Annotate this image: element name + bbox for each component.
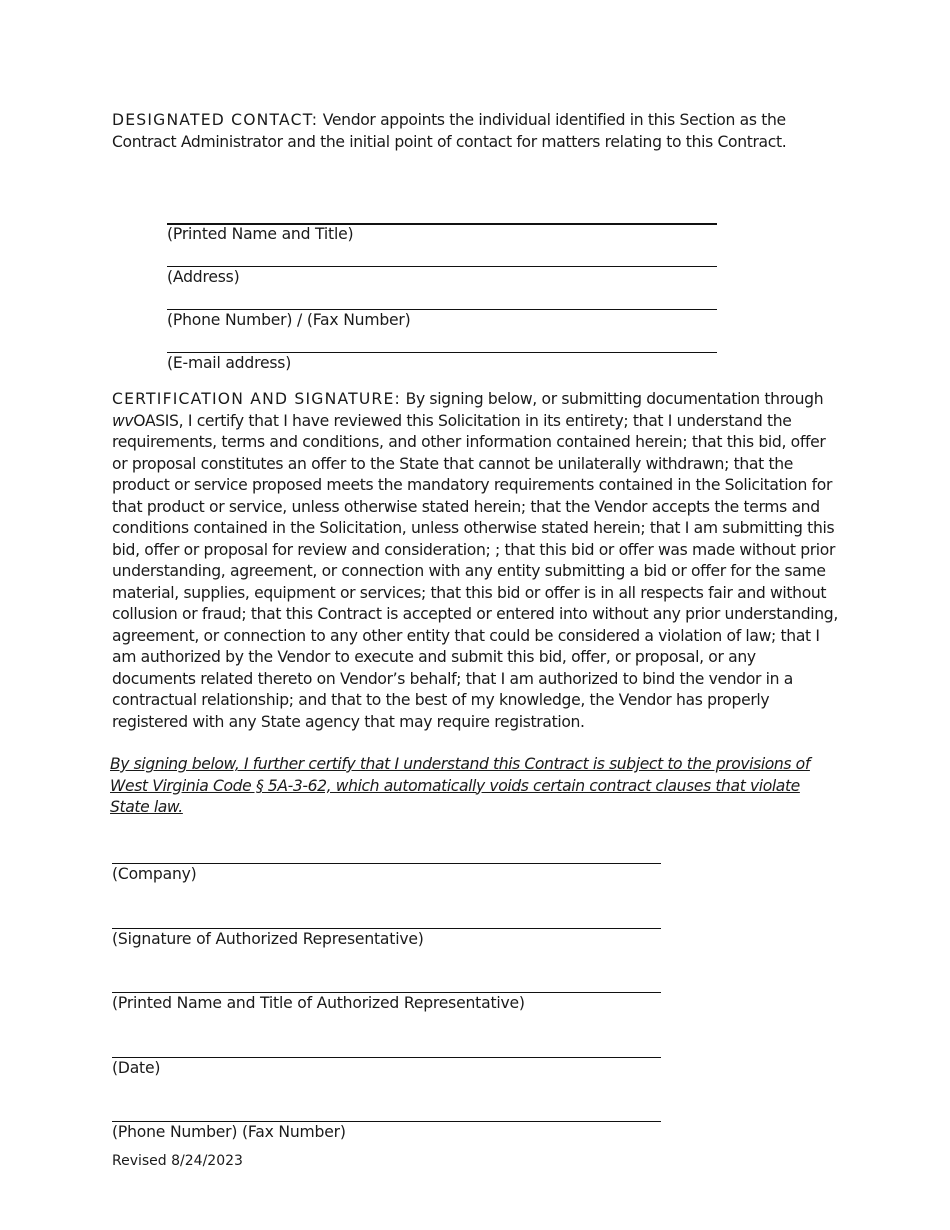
certification-text-post: , I certify that I have reviewed this Solicitation in its entirety; that I understand the requirements, terms and conditions, and other information contained herein; that this bid, offer or proposal constitutes an offer to the State that cannot be unilaterally withdrawn; that the product or service proposed meets the mandatory requirements contained in the Solicitation for that product or service, unless otherwise stated herein; that the Vendor accepts the terms and conditions contained in the Solicitation, unless otherwise stated herein; that I am submitting this bid, offer or proposal for review and consideration; ; that this bid or offer was made without prior understanding, agreement, or connection with any entity submitting a bid or offer for the same material, supplies, equipment or services; that this bid or offer is in all respects fair and without collusion or fraud; that this Contract is accepted or entered into without any prior understanding, agreement, or connection to any other entity that could be considered a violation of law; that I am authorized by the Vendor to execute and submit this bid, offer, or proposal, or any documents related thereto on Vendor’s behalf; that I am authorized to bind the vendor in a contractual relationship; and that to the best of my knowledge, the Vendor has properly registered with any State agency that may require registration. — [112, 411, 838, 731]
signature-fields-block — [112, 863, 661, 1186]
designated-contact-heading: DESIGNATED CONTACT: — [112, 111, 319, 129]
signature-field-company[interactable] — [112, 863, 661, 928]
designated-contact-paragraph — [112, 110, 842, 153]
signature-field-label: (Phone Number) (Fax Number) — [112, 1123, 346, 1141]
designated-contact-text: Vendor appoints the individual identified in this Section as the Contract Administrator and the initial point of contact for matters relating to this Contract. — [112, 111, 787, 151]
signature-line — [112, 992, 661, 993]
signature-field-label: (Printed Name and Title of Authorized Representative) — [112, 994, 525, 1012]
signature-field-printed-name-title[interactable] — [112, 992, 661, 1057]
signature-line — [112, 1057, 661, 1058]
signature-line — [167, 266, 717, 267]
signature-line — [167, 352, 717, 353]
certification-heading: CERTIFICATION AND SIGNATURE: — [112, 390, 401, 408]
further-certification-statement: By signing below, I further certify that I understand this Contract is subject to the provisions of West Virginia Code § 5A-3-62, which automatically voids certain contract clauses that violate State law. — [110, 755, 810, 816]
signature-field-label: (Signature of Authorized Representative) — [112, 929, 424, 948]
signature-field-label: (Company) — [112, 865, 197, 883]
system-name-prefix: wv — [112, 411, 134, 430]
contact-field-printed-name[interactable] — [167, 223, 717, 266]
signature-line — [112, 928, 661, 929]
signature-field-label: (Date) — [112, 1058, 161, 1077]
contact-field-phone-fax[interactable] — [167, 309, 717, 352]
certification-text-pre: By signing below, or submitting documentation through — [400, 390, 824, 408]
system-name: OASIS — [133, 411, 179, 430]
signature-line — [112, 863, 661, 864]
signature-line — [112, 1121, 661, 1122]
certification-paragraph — [112, 389, 842, 733]
contact-fields-block — [167, 223, 717, 395]
contact-field-label: (E-mail address) — [167, 354, 292, 372]
contact-field-label: (Address) — [167, 268, 240, 286]
contact-field-address[interactable] — [167, 266, 717, 309]
contact-field-label: (Phone Number) / (Fax Number) — [167, 311, 411, 329]
signature-field-signature[interactable] — [112, 928, 661, 993]
signature-field-date[interactable] — [112, 1057, 661, 1122]
contact-field-label: (Printed Name and Title) — [167, 225, 354, 243]
revision-date: Revised 8/24/2023 — [112, 1153, 243, 1169]
signature-line — [167, 309, 717, 310]
